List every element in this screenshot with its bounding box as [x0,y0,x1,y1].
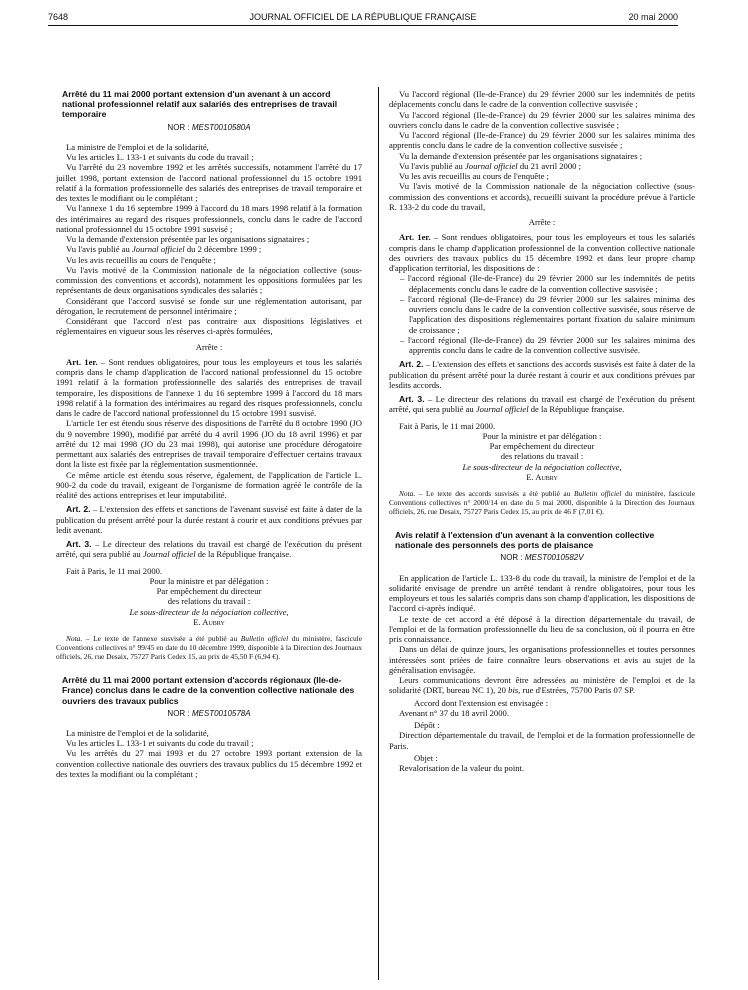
nor-label: NOR : [167,122,192,132]
text: du ministère, fascicule Conventions collectives n° 99/45 en date du 10 décembre 1999, disponible à la Direction des Journaux officiels, 26, rue Desaix, 75727 Paris Cedex 15, au prix de 45,50 F (6,94 €). [56,634,362,662]
nota-label: Nota. [399,489,416,498]
paragraph: La ministre de l'emploi et de la solidarité, [66,727,209,738]
nota-label: Nota. [66,634,83,644]
paragraph: Le texte de cet accord a été déposé à la direction départementale du travail, de l'emploi et de la formation professionnelle du lieu de sa conclusion, où il pourra en être pris connaissance. [389,613,695,645]
signature-line: Par empêchement du directeur [489,441,595,451]
journal-title: JOURNAL OFFICIEL DE LA RÉPUBLIQUE FRANÇAISE [249,12,477,22]
text: de la République française. [195,549,292,560]
paragraph: Revalorisation de la valeur du point. [399,763,525,774]
paragraph: Considérant que l'accord susvisé se fonde sur une réglementation autorisant, par dérogation, le recrutement de personnel intérimaire ; [56,295,362,316]
article-label: Art. 3. [399,394,425,404]
page-header [48,12,678,26]
text: – L'extension des effets et sanctions de l'avenant susvisé est faite à dater de la publication du présent arrêté pour la durée restant à courir et aux conditions prévues par ledit avenant. [56,504,363,535]
paragraph: Vu les articles L. 133-1 et suivants du code du travail ; [66,152,254,163]
text: – Sont rendues obligatoires, pour tous les employeurs et tous les salariés compris dans le champ d'application professionnel de la convention collective nationale des ouvriers des travaux publics du 15 décembre 1992 et dans leur propre champ d'application territorial, les dispositions de : [389,232,695,273]
paragraph: Avenant n° 37 du 18 avril 2000. [399,707,509,718]
paragraph: Considérant que l'accord n'est pas contraire aux dispositions législatives et réglementaires en vigueur sous les réserves ci-après formulées, [56,316,362,337]
article-3 [389,394,695,415]
article-2 [389,359,695,390]
nor-code: MEST0010582V [524,553,584,563]
bulletin-ref: Bulletin officiel [573,489,622,498]
paragraph: Dans un délai de quinze jours, les organisations professionnelles et toutes personnes intéressées sont priées de faire connaître leurs observations et avis au sujet de la généralisation envisagée. [389,644,695,675]
role: Le sous-directeur de la négociation collective, [129,606,289,617]
journal-ref: Journal officiel [142,549,196,560]
text: – Le texte des accords susvisés a été publié au [415,489,574,498]
column-divider [378,87,379,980]
paragraph: Vu l'annexe 1 du 16 septembre 1999 à l'accord du 18 mars 1998 relatif à la formation des intérimaires au regard des risques professionnels, conclu dans le cadre de l'accord national professionnel du 15 octobre 1991 susvisé ; [56,203,362,234]
page-number: 7648 [48,12,69,22]
text: du ministère, fascicule Conventions collectives n° 2000/14 en date du 5 mai 2000, disponible à la Direction des Journaux officiels, 26, rue Desaix, 75727 Paris Cedex 15, au prix de 46 F (7,01 €). [389,489,696,516]
text: Vu l'avis publié au [66,244,132,255]
list-item: – l'accord régional (Ile-de-France) du 29 février 2000 sur les salaires minima des ouvriers conclu dans le cadre de la convention collective susvisée, sous réserve de l'application des dispositions réglementaires portant fixation du salaire minimum de croissance ; [400,293,695,335]
paragraph: Ce même article est étendu sous réserve, également, de l'application de l'article L. 900-2 du code du travail, exigeant de l'organisme de formation agréé le contrôle de la réalité des actions entreprises et leur imputabilité. [56,469,362,501]
paragraph [389,675,695,696]
right-column [389,89,695,773]
signature-line: Pour la ministre et par délégation : [149,575,269,586]
list-item: – l'accord régional (Ile-de-France) du 29 février 2000 sur les salaires minima des apprentis conclu dans le cadre de la convention collective susvisée. [400,334,695,355]
text: Leurs communications devront être adressées au ministère de l'emploi et de la solidarité (DRT, bureau NC 1), 20 [389,675,695,696]
article-title-2: Arrêté du 11 mai 2000 portant extension d'accords régionaux (Ile-de-France) conclus dans le cadre de la convention collective nationale des ouvriers des travaux publics [62,675,355,706]
paragraph: Vu les arrêtés du 27 mai 1993 et du 27 octobre 1993 portant extension de la convention collective nationale des ouvriers des travaux publics du 15 décembre 1992 et des textes la modifiant ou la complétant ; [56,748,362,779]
paragraph: Vu l'arrêté du 23 novembre 1992 et les arrêtés successifs, notamment l'arrêté du 17 juillet 1998, portant extension de l'accord national professionnel du 15 octobre 1991 relatif à la formation professionnelle des salariés des entreprises de travail temporaire et des textes le modifiant ou le complétant ; [56,162,362,204]
role: Le sous-directeur de la négociation collective, [462,461,622,472]
article-title-1: Arrêté du 11 mai 2000 portant extension d'un avenant à un accord national professionnel relatif aux salariés des entreprises de travail temporaire [62,89,338,120]
date-line: Fait à Paris, le 11 mai 2000. [66,565,163,576]
journal-ref: Journal officiel [464,160,518,171]
text: Vu l'avis publié au [399,160,465,171]
arrete-heading: Arrête : [195,341,223,352]
article-label: Art. 1er. [399,232,431,243]
date-line: Fait à Paris, le 11 mai 2000. [399,420,496,431]
signature-line: Par empêchement du directeur [156,586,262,597]
paragraph: L'article 1er est étendu sous réserve des dispositions de l'arrêté du 8 octobre 1990 (JO du 9 novembre 1990), modifié par arrêté du 4 avril 1996 (JO du 18 avril 1996) et par arrêté du 12 mai 1998 (JO du 23 mai 1998), qui autorise une procédure dérogatoire permettant aux salariés des entreprises de travail temporaire d'effectuer certains travaux dont la liste est fixée par la réglementation susmentionnée. [56,418,362,470]
paragraph: Vu les avis recueillis au cours de l'enquête ; [399,171,549,181]
text: de la République française. [528,404,625,415]
article-3 [56,539,362,560]
paragraph: Vu la demande d'extension présentée par les organisations signataires ; [66,234,310,245]
article-label: Art. 3. [66,539,92,550]
paragraph: Vu l'avis motivé de la Commission nationale de la négociation collective (sous-commission des conventions et accords), notamment les oppositions formulées par les représentants de deux organisations syndicales des salariés ; [56,264,362,296]
bulletin-ref: Bulletin officiel [240,634,289,644]
text: – Le texte de l'annexe susvisée a été publié au [82,634,241,644]
text: rue d'Estrées, 75700 Paris 07 SP. [520,685,636,696]
nor-label: NOR : [167,708,192,718]
nor-reference-1 [56,123,362,133]
paragraph: Vu l'accord régional (Ile-de-France) du 29 février 2000 sur les salaires minima des apprentis conclu dans le cadre de la convention collective susvisée ; [389,130,695,151]
text: – Le directeur des relations du travail est chargé de l'exécution du présent arrêté, qui sera publié au [56,539,362,560]
text: du 21 avril 2000 ; [517,160,581,171]
signature-line: Pour la ministre et par délégation : [482,430,602,441]
text: bis, [508,685,521,696]
paragraph: Vu la demande d'extension présentée par les organisations signataires ; [399,150,643,161]
signatory-name: E. Aubry [526,471,558,482]
text: – L'extension des effets et sanctions des accords susvisés est faite à dater de la publication du présent arrêté pour la durée restant à courir et aux conditions prévues par lesdits accords. [389,359,696,390]
header-rule [48,25,678,26]
text: – Sont rendues obligatoires, pour tous les employeurs et tous les salariés compris dans le champ d'application de l'accord national professionnel du 15 octobre 1991 relatif à la formation professionnelle des salariés des entreprises de travail temporaire, les dispositions de l'annexe 1 du 16 septembre 1999 à l'accord du 18 mars 1998 relatif à la formation des intérimaires au regard des risques professionnels, conclu dans le cadre de l'accord national professionnel du 15 octobre 1991 susvisé. [56,356,362,419]
nor-reference-3 [389,553,695,563]
paragraph: La ministre de l'emploi et de la solidarité, [66,141,209,152]
journal-ref: Journal officiel [131,244,185,255]
journal-ref: Journal officiel [475,404,529,415]
label-line: Accord dont l'extension est envisagée : [414,697,548,708]
paragraph: Vu les articles L. 133-1 et suivants du code du travail ; [66,738,254,749]
text: du 2 décembre 1999 ; [184,244,262,255]
paragraph [389,161,695,171]
left-column [56,89,362,779]
article-2 [56,504,362,535]
paragraph: Vu les avis recueillis au cours de l'enquête ; [66,254,216,265]
signature-line: des relations du travail : [500,451,584,462]
paragraph: En application de l'article L. 133-8 du code du travail, la ministre de l'emploi et de la solidarité envisage de prendre un arrêté tendant à rendre obligatoires, pour tous les employeurs et tous les salariés compris dans son champ d'application, les dispositions de l'accord ci-après indiqué. [389,572,695,614]
signature-line: des relations du travail : [167,596,251,607]
list-item: – l'accord régional (Ile-de-France) du 29 février 2000 sur les indemnités de petits déplacements conclu dans le cadre de la convention collective susvisée ; [400,273,695,294]
article-title-3: Avis relatif à l'extension d'un avenant à la convention collective nationale des personnels des ports de plaisance [395,530,655,551]
article-1 [56,357,362,419]
signature-role [56,607,362,617]
article-1 [389,232,695,273]
signature-role [389,462,695,472]
label-line: Objet : [414,752,438,763]
paragraph: Vu l'accord régional (Ile-de-France) du 29 février 2000 sur les indemnités de petits déplacements conclu dans le cadre de la convention collective susvisée ; [389,89,695,110]
paragraph: Vu l'avis motivé de la Commission nationale de la négociation collective (sous-commission des conventions et accords), recueilli suivant la procédure prévue à l'article R. 133-2 du code du travail, [389,181,695,212]
paragraph: Direction départementale du travail, de l'emploi et de la formation professionnelle de Paris. [389,730,695,751]
nota [56,634,362,661]
nor-label: NOR : [500,553,525,563]
article-label: Art. 2. [66,504,91,515]
text: – Le directeur des relations du travail est chargé de l'exécution du présent arrêté, qui sera publié au [389,394,695,415]
paragraph: Vu l'accord régional (Ile-de-France) du 29 février 2000 sur les salaires minima des ouvriers conclu dans le cadre de la convention collective susvisée ; [389,109,695,130]
signatory-name: E. Aubry [193,616,225,627]
article-label: Art. 2. [399,359,424,370]
nor-code: MEST0010580A [191,122,251,132]
label-line: Dépôt : [414,720,440,731]
article-label: Art. 1er. [66,356,98,367]
arrete-heading: Arrête : [528,217,556,227]
paragraph [56,244,362,254]
nor-code: MEST0010578A [191,708,251,718]
nota [389,489,695,516]
issue-date: 20 mai 2000 [628,12,678,22]
nor-reference-2 [56,709,362,719]
